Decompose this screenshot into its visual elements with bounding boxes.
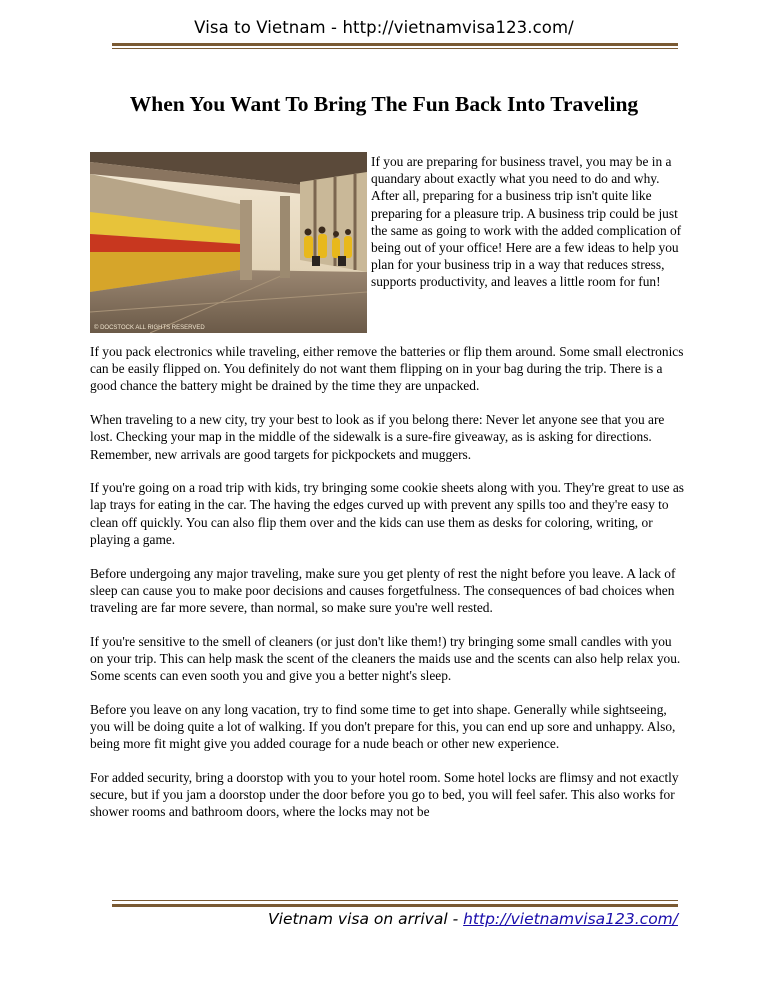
paragraph: If you're sensitive to the smell of cleaners (or just don't like them!) try bringing some small candles with you on your trip. This can help mask the scent of the cleaners the maids use and the scents can also help relax you. Some scents can even sooth you and give you a better night's sleep. [90, 633, 681, 684]
body-text [90, 343, 688, 837]
header-rule-thick [112, 43, 678, 46]
document-title: When You Want To Bring The Fun Back Into Traveling [129, 92, 639, 116]
page-footer [0, 910, 678, 928]
page-header-title: Visa to Vietnam - http://vietnamvisa123.com/ [194, 18, 574, 37]
footer-label: Vietnam visa on arrival - [268, 910, 464, 928]
footer-rule-thin [112, 900, 678, 901]
photo-watermark: © DOCSTOCK ALL RIGHTS RESERVED [94, 325, 205, 331]
footer-rule-thick [112, 904, 678, 907]
paragraph: Before undergoing any major traveling, make sure you get plenty of rest the night before you leave. A lack of sleep can cause you to make poor decisions and causes forgetfulness. The consequences of bad choices when traveling are far more severe, than normal, so make sure you're well rested. [90, 565, 676, 615]
paragraph: When traveling to a new city, try your best to look as if you belong there: Never let anyone see that you are lost. Checking your map in the middle of the sidewalk is a sure-fire giveaway, as is asking for directions. Remember, new arrivals are good targets for pickpockets and muggers. [90, 412, 665, 462]
paragraph: Before you leave on any long vacation, try to find some time to get into shape. Generally while sightseeing, you will be doing quite a lot of walking. If you don't prepare for this, you can end up sore and unhappy. Also, being more fit might give you added courage for a nude beach or other new experience. [90, 701, 676, 752]
paragraph: If you're going on a road trip with kids, try bringing some cookie sheets along with you. They're great to use as lap trays for eating in the car. The having the edges curved up with prevent any spills too and they're easy to clean off quickly. You can also flip them over and the kids can use them as desks for coloring, writing, or playing a game. [90, 480, 685, 547]
intro-paragraph: If you are preparing for business travel, you may be in a quandary about exactly what you need to do and why. After all, preparing for a business trip isn't quite like preparing for a pleasure trip. A business trip could be just the same as going to work with the added complication of being out of your office! Here are a few ideas to help you plan for your business trip in a way that reduces stress, supports productivity, and leaves a little room for fun! [371, 154, 682, 290]
paragraph: If you pack electronics while traveling, either remove the batteries or flip them around. Some small electronics can be easily flipped on. You definitely do not want them flipping on in your bag during the trip. There is a good chance the battery might be drained by the time they are unpacked. [90, 344, 684, 394]
header-rule-thin [112, 48, 678, 49]
paragraph: For added security, bring a doorstop with you to your hotel room. Some hotel locks are flimsy and not exactly secure, but if you jam a doorstop under the door before you go to bed, you will feel safer. This also works for shower rooms and bathroom doors, where the locks may not be [90, 769, 679, 820]
airport-photo [90, 152, 367, 333]
airport-terminal-image [90, 152, 367, 333]
footer-link[interactable]: http://vietnamvisa123.com/ [463, 910, 678, 928]
